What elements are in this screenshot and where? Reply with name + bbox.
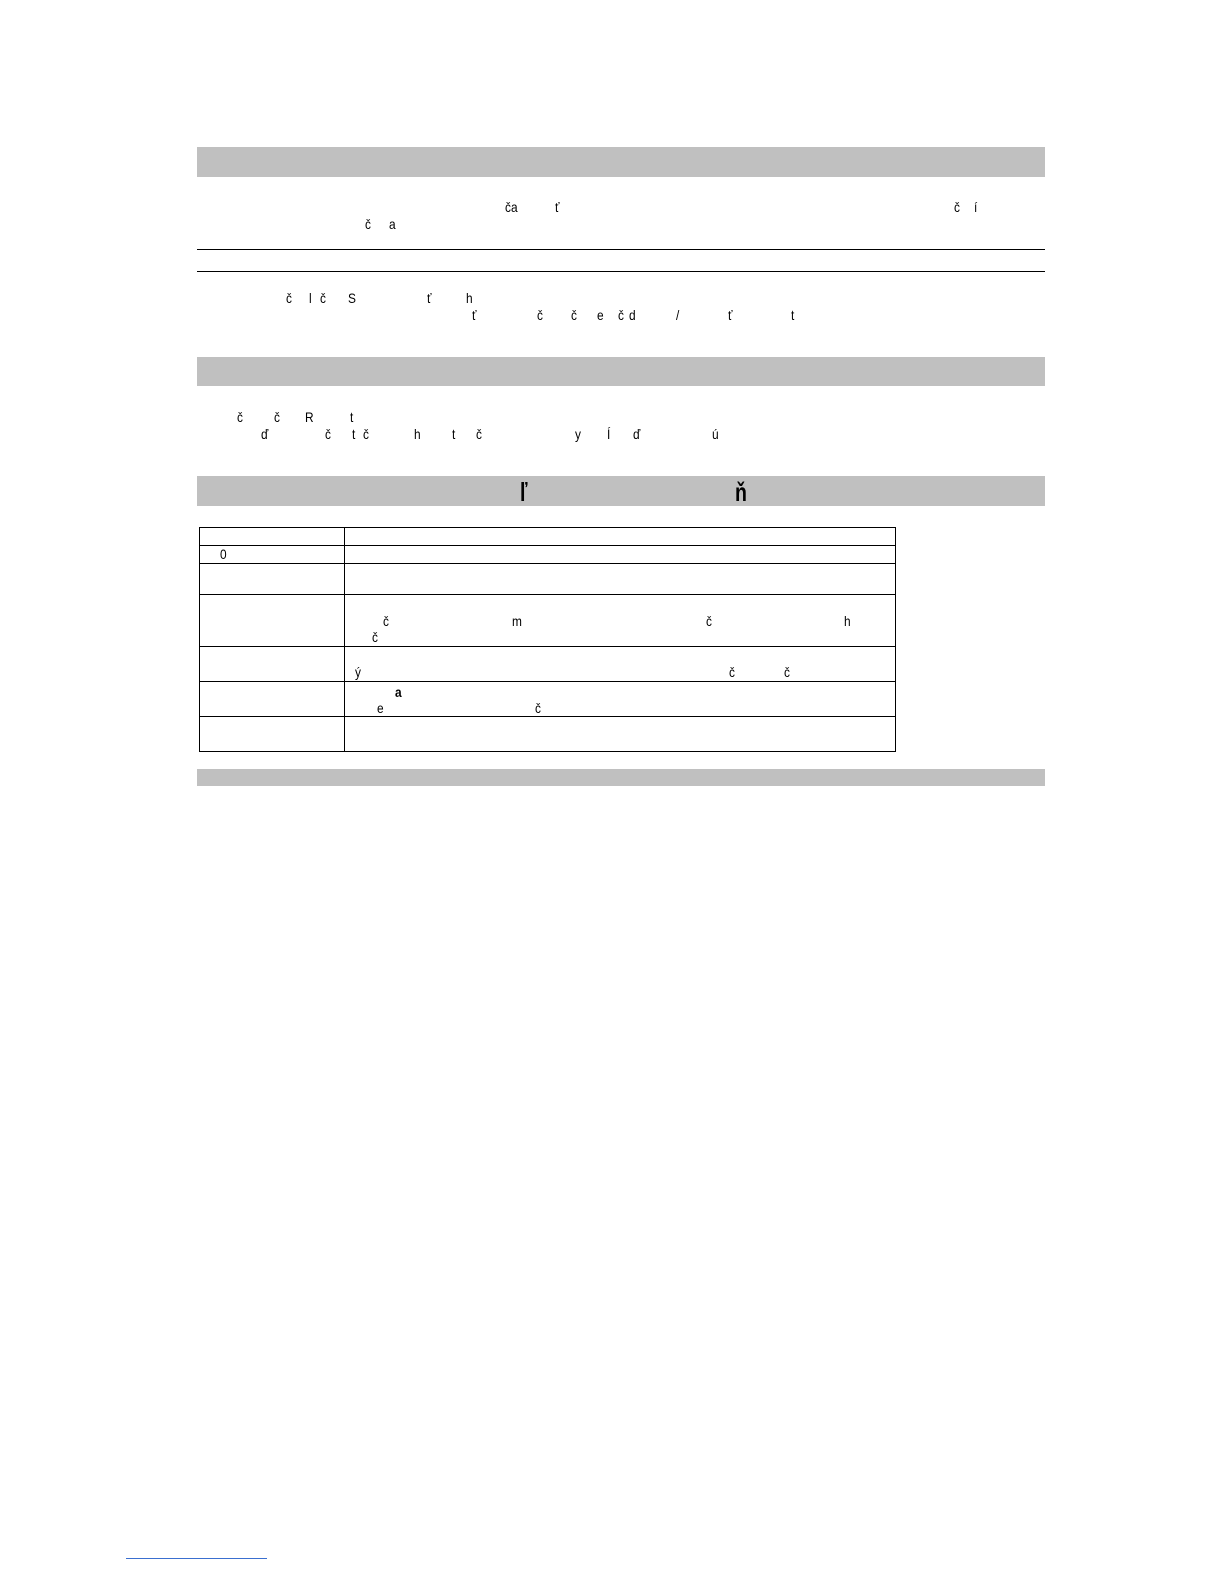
text-fragment: č: [320, 290, 326, 306]
text-fragment: č: [363, 426, 369, 442]
table-cell: [200, 528, 345, 546]
text-fragment: ú: [712, 426, 719, 442]
text-fragment: h: [414, 426, 421, 442]
text-fragment: ď: [633, 426, 641, 442]
table-row: [200, 647, 896, 682]
table-cell: [344, 564, 895, 595]
cell-text: č: [371, 629, 378, 645]
text-fragment: č: [237, 409, 243, 425]
data-table: [199, 527, 896, 752]
text-fragment: í: [974, 199, 978, 215]
section-header-glyph: ľ: [520, 477, 528, 507]
text-fragment: ť: [472, 307, 477, 323]
text-fragment: ča: [505, 199, 518, 215]
text-fragment: /: [676, 307, 680, 323]
section-header-band-2: [197, 357, 1045, 386]
text-fragment: t: [452, 426, 456, 442]
table-cell: [200, 595, 345, 647]
table-row: [200, 595, 896, 647]
table-cell: [200, 682, 345, 717]
text-fragment: e: [597, 307, 604, 323]
cell-text: h: [843, 613, 851, 629]
text-fragment: ť: [728, 307, 733, 323]
cell-text: m: [511, 613, 522, 629]
text-fragment: ť: [427, 290, 432, 306]
text-fragment: h: [466, 290, 473, 306]
table-cell: [200, 717, 345, 752]
cell-text: ý: [354, 664, 361, 680]
text-fragment: č: [365, 216, 371, 232]
table-cell: [200, 546, 345, 564]
text-fragment: č: [476, 426, 482, 442]
cell-text: 0: [220, 546, 227, 562]
table-cell: [344, 647, 895, 682]
table-row: [200, 682, 896, 717]
text-fragment: l: [309, 290, 312, 306]
text-fragment: t: [350, 409, 354, 425]
cell-text: č: [382, 613, 389, 629]
section-header-band-4: [197, 769, 1045, 786]
text-fragment: č: [954, 199, 960, 215]
table-cell: [200, 647, 345, 682]
text-fragment: č: [274, 409, 280, 425]
text-fragment: d: [629, 307, 636, 323]
table-row: [200, 528, 896, 546]
text-fragment: č: [286, 290, 292, 306]
table-cell: [344, 595, 895, 647]
cell-text: a: [394, 684, 402, 700]
cell-text: č: [534, 700, 541, 716]
section-header-glyph: ň: [735, 477, 747, 507]
text-fragment: č: [325, 426, 331, 442]
table-cell: [344, 546, 895, 564]
text-fragment: t: [791, 307, 795, 323]
text-fragment: a: [389, 216, 396, 232]
table-cell: [344, 682, 895, 717]
cell-text: e: [376, 700, 384, 716]
table-row: [200, 546, 896, 564]
table-row: [200, 564, 896, 595]
section-header-band-3: [197, 476, 1045, 506]
table-cell: [344, 717, 895, 752]
cell-text: č: [783, 664, 790, 680]
text-fragment: č: [618, 307, 624, 323]
footnote-separator: [126, 1558, 267, 1559]
text-fragment: R: [305, 409, 314, 425]
divider-bottom: [197, 271, 1045, 272]
table-cell: [200, 564, 345, 595]
cell-text: č: [705, 613, 712, 629]
section-header-band-1: [197, 147, 1045, 177]
text-fragment: č: [571, 307, 577, 323]
text-fragment: Í: [607, 426, 611, 442]
text-fragment: č: [537, 307, 543, 323]
text-fragment: ď: [261, 426, 269, 442]
text-fragment: t: [352, 426, 356, 442]
text-fragment: S: [348, 290, 356, 306]
table-cell: [344, 528, 895, 546]
divider-top: [197, 249, 1045, 250]
table-row: [200, 717, 896, 752]
text-fragment: y: [575, 426, 581, 442]
cell-text: č: [728, 664, 735, 680]
text-fragment: ť: [555, 199, 560, 215]
